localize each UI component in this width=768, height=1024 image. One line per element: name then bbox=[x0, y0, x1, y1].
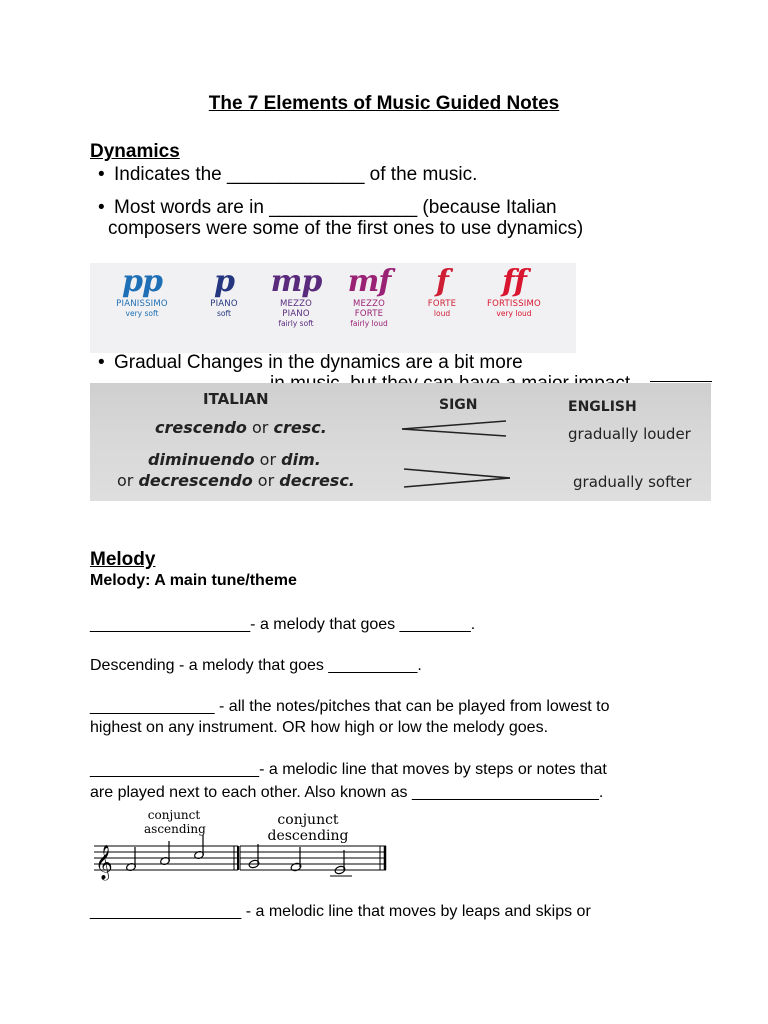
dynamics-bullet-3-continued bbox=[270, 373, 630, 383]
abbr: decresc. bbox=[279, 471, 355, 490]
dynamic-name: MEZZO PIANO bbox=[279, 299, 313, 319]
bullet-text-continued: composers were some of the first ones to use dynamics) bbox=[108, 218, 584, 239]
music-staff-icon bbox=[90, 838, 390, 880]
row-diminuendo bbox=[148, 450, 321, 469]
dynamic-name: PIANO bbox=[210, 299, 238, 309]
bullet-icon: • bbox=[98, 352, 105, 373]
term: crescendo bbox=[155, 418, 247, 437]
row-decrescendo-english: gradually softer bbox=[573, 473, 692, 491]
bullet-icon: • bbox=[98, 197, 105, 218]
col-italian: ITALIAN bbox=[203, 390, 269, 408]
dynamic-level-ff bbox=[482, 263, 546, 319]
term: diminuendo bbox=[148, 450, 255, 469]
term: decrescendo bbox=[138, 471, 253, 490]
melody-line-range-2: highest on any instrument. OR how high or low the melody goes. bbox=[90, 719, 549, 736]
dynamics-bullet-3 bbox=[98, 352, 523, 373]
bullet-text: Indicates the _____________ of the music. bbox=[114, 164, 478, 185]
decrescendo-sign-icon bbox=[402, 467, 514, 489]
dynamic-english: fairly soft bbox=[278, 319, 314, 328]
col-sign: SIGN bbox=[439, 397, 478, 413]
bullet-text: Gradual Changes in the dynamics are a bit more bbox=[114, 352, 523, 373]
dynamic-name: FORTE bbox=[427, 299, 457, 309]
dynamics-levels-image bbox=[90, 263, 576, 353]
row-crescendo-english: gradually louder bbox=[568, 425, 691, 443]
dynamic-level-mp bbox=[264, 263, 328, 329]
dynamic-symbol: ff bbox=[502, 264, 526, 299]
melody-line-conjunct-2: are played next to each other. Also known as _____________________. bbox=[90, 784, 604, 801]
dynamic-symbol: p bbox=[214, 264, 234, 299]
melody-line-ascending: __________________- a melody that goes ________. bbox=[90, 616, 476, 633]
staff-label-line: conjunct bbox=[277, 812, 339, 828]
svg-text:𝄞: 𝄞 bbox=[95, 845, 113, 880]
abbr: cresc. bbox=[273, 418, 327, 437]
dynamic-level-mf bbox=[337, 263, 401, 329]
abbr: dim. bbox=[281, 450, 321, 469]
or-text: or bbox=[117, 471, 134, 490]
dynamic-english: soft bbox=[217, 309, 231, 318]
dynamic-symbol: pp bbox=[122, 264, 162, 299]
or-text: or bbox=[257, 471, 275, 490]
staff-label-ascending bbox=[144, 808, 204, 836]
staff-label-line: descending bbox=[267, 828, 349, 844]
dynamic-symbol: mf bbox=[347, 264, 391, 299]
staff-label-line: ascending bbox=[144, 822, 206, 836]
dynamic-name: FORTISSIMO bbox=[487, 299, 541, 309]
dynamic-level-f bbox=[410, 263, 474, 319]
staff-label-line: conjunct bbox=[147, 808, 201, 822]
conjunct-staff-image bbox=[90, 808, 390, 880]
dynamic-name: PIANISSIMO bbox=[116, 299, 168, 309]
or-text: or bbox=[259, 450, 277, 469]
melody-line-disjunct: _________________ - a melodic line that moves by leaps and skips or bbox=[90, 903, 591, 920]
row-crescendo bbox=[155, 418, 327, 437]
melody-heading: Melody bbox=[90, 549, 156, 570]
dynamic-symbol: mp bbox=[270, 264, 322, 299]
bullet-text: Most words are in ______________ (because Italian bbox=[114, 197, 557, 218]
dynamic-level-p bbox=[192, 263, 256, 319]
col-english: ENGLISH bbox=[568, 399, 637, 415]
page-title: The 7 Elements of Music Guided Notes bbox=[208, 93, 560, 114]
dynamic-name: MEZZO FORTE bbox=[352, 299, 386, 319]
blank-line bbox=[650, 381, 712, 382]
dynamic-symbol: f bbox=[436, 264, 448, 299]
row-decrescendo bbox=[117, 471, 355, 490]
dynamic-level-pp bbox=[110, 263, 174, 319]
dynamics-heading: Dynamics bbox=[90, 141, 180, 162]
dynamic-english: very loud bbox=[496, 309, 532, 318]
gradual-dynamics-table-image bbox=[90, 383, 711, 501]
melody-line-range-1: ______________ - all the notes/pitches that can be played from lowest to bbox=[90, 698, 610, 715]
melody-definition: Melody: A main tune/theme bbox=[90, 572, 297, 589]
crescendo-sign-icon bbox=[398, 419, 510, 439]
dynamic-english: fairly loud bbox=[350, 319, 388, 328]
melody-line-conjunct-1: ___________________- a melodic line that moves by steps or notes that bbox=[90, 761, 607, 778]
dynamic-english: loud bbox=[433, 309, 451, 318]
dynamic-english: very soft bbox=[125, 309, 159, 318]
or-text: or bbox=[252, 418, 269, 437]
bullet-icon: • bbox=[98, 164, 105, 185]
dynamics-bullet-2 bbox=[98, 197, 583, 239]
dynamics-bullet-1 bbox=[98, 164, 477, 185]
melody-line-descending: Descending - a melody that goes __________. bbox=[90, 657, 422, 674]
